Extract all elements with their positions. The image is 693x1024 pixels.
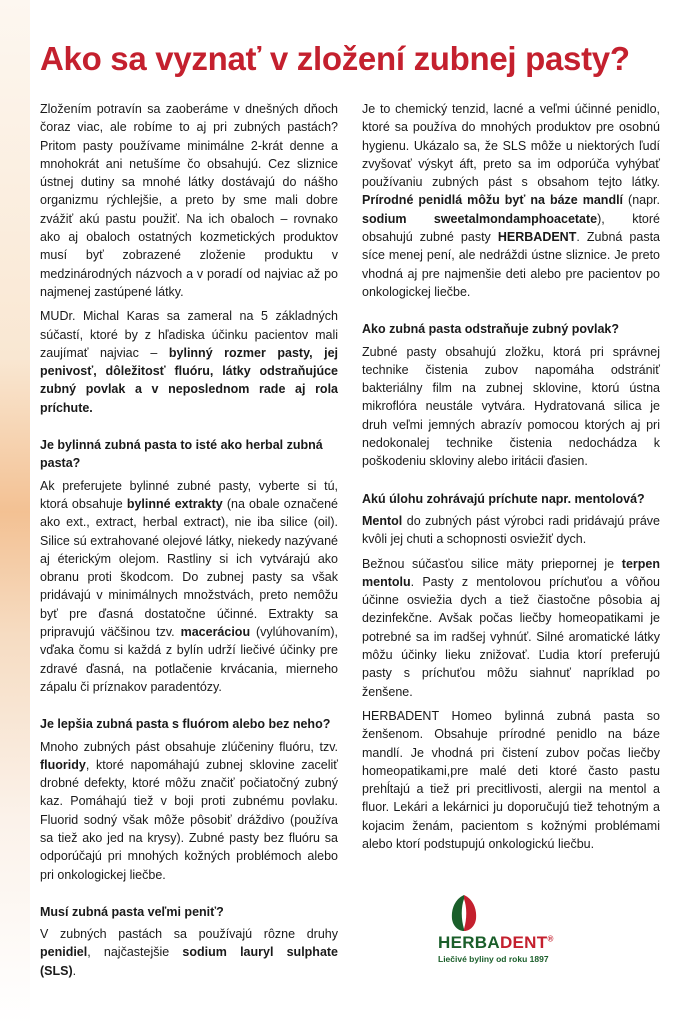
text-run: . Zubná pasta síce menej pení, ale nedráždi ústne sliznice. Je preto vhodná aj pre najmenšie deti alebo pre pacientov po onkologickej liečbe. <box>362 230 660 299</box>
bold-text-run: bylinné extrakty <box>126 496 223 511</box>
bold-text-run: fluoridy <box>40 757 86 772</box>
text-run: . Pasty z mentolovou príchuťou a vôňou účinne osviežia dych a tiež čiastočne pôsobia aj dezinfekčne. Avšak počas liečby homeopatikami je potrebné sa im radšej vyhnúť. Silné aromatické látky môžu účinky lieku znižovať. Ľudia ktorí preferujú pasty s príchuťou môžu siahnuť napríklad po ženšene. <box>362 574 660 699</box>
heading-fluor: Je lepšia zubná pasta s fluórom alebo bez neho? <box>40 717 331 732</box>
heading-foam: Musí zubná pasta veľmi peniť? <box>40 904 224 919</box>
sls-paragraph <box>362 100 660 301</box>
logo-tagline: Liečivé byliny od roku 1897 <box>438 954 549 964</box>
text-run: , najčastejšie <box>87 945 183 960</box>
text-run: (na obale označené ako ext., extract, herbal extract), nie iba silice (oil). Silice sú extrahované olejové látky, niekedy nazývané aj éterickým olejom. Rastliny si ich vytvárajú ako obranu proti škodcom. Do zubnej pasty sa však pridávajú v minimálnych množstvách, preto nemôžu byť pre ďasná dostatočne účinné. Extrakty sa pripravujú väčšinou tzv. <box>40 496 338 640</box>
bold-text-run: terpen mentolu <box>362 556 660 589</box>
terpen-paragraph <box>362 555 660 701</box>
text-run: ), ktoré obsahujú zubné pasty <box>362 211 660 245</box>
text-run: do zubných pást výrobci radi pridávajú práve kvôli jej chuti a schopnosti osviežiť dych. <box>362 513 660 547</box>
menthol-paragraph <box>362 512 660 549</box>
bold-text-run: Mentol <box>362 513 403 528</box>
heading-herbal: Je bylinná zubná pasta to isté ako herbal zubná pasta? <box>40 438 323 471</box>
intro-paragraph: Zložením potravín sa zaoberáme v dnešných dňoch čoraz viac, ale robíme to aj pri zubných pastách? Pritom pasty používame minimálne 2-krát denne a mnohokrát ani netušíme čo obsahujú. Cez sliznice ústnej dutiny sa mnohé látky dostávajú do nášho organizmu rýchlejšie, a preto by sme mali dobre zvážiť akú pastu použiť. Na ich obaloch – rovnako ako aj obaloch ostatných kozmetických produktov musí byť zobrazené zloženie produktu v medzinárodných názvoch a v poradí od najviac až po najmenej zastúpené látky. <box>40 102 338 299</box>
left-column <box>40 100 338 986</box>
foam-paragraph <box>40 925 338 980</box>
bold-text-run: sodium sweetalmondamphoacetate <box>362 211 598 226</box>
bold-text-run: penidiel <box>40 945 88 960</box>
bold-text-run: bylinný rozmer pasty, jej penivosť, dôležitosť fluóru, látky odstraňujúce zubný povlak a v neposlednom rade aj rola príchute. <box>40 345 338 415</box>
bold-text-run: sodium lauryl sulphate (SLS) <box>40 945 339 978</box>
registered-mark: ® <box>547 934 554 944</box>
page-title: Ako sa vyznať v zložení zubnej pasty? <box>40 40 630 77</box>
bold-text-run: Prírodné penidlá môžu byť na báze mandlí <box>362 193 624 208</box>
logo-herba: HERBA <box>438 933 500 952</box>
heading-flavor: Akú úlohu zohrávajú príchute napr. mentolová? <box>362 491 645 506</box>
plaque-paragraph: Zubné pasty obsahujú zložku, ktorá pri správnej technike čistenia zubov napomáha odstrániť bakteriálny film na zubnej sklovine, ktorú ústna mikroflóra neustále vytvára. Hydratovaná silica je druh veľmi jemných abrazív pomocou ktorých aj pri nedokonalej technike čistenia nedochádza k poškodeniu skloviny alebo iritácii ďasien. <box>362 344 660 469</box>
logo-wordmark <box>438 933 554 953</box>
bold-text-run: maceráciou <box>180 625 251 640</box>
text-run: , ktoré napomáhajú zubnej sklovine zaceliť drobné defekty, ktoré môžu značiť počiatočný zubný kaz. Pomáhajú tiež v boji proti zubnému povlaku. Fluorid sodný však môže pôsobiť dráždivo (používa sa tiež ako jed na krysy). Zubné pasty bez fluóru sa odporúčajú pri mnohých kožných problémoch alebo pri onkologickej liečbe. <box>40 757 338 882</box>
text-run: Ak preferujete bylinné zubné pasty, vyberte si tú, ktorá obsahuje <box>40 478 338 511</box>
text-run: (vylúhovaním), vďaka čomu si každá z bylín udrží liečivé účinky pre zdravé ďasná, na potlačenie krvácania, mierneho zápalu či príznakov paradentózy. <box>40 625 338 694</box>
text-run: V zubných pastách sa používajú rôzne druhy <box>40 927 338 942</box>
right-column <box>362 100 660 859</box>
text-run: Bežnou súčasťou silice mäty priepornej je <box>362 556 622 571</box>
text-run: (napr. <box>623 193 660 208</box>
fluor-paragraph <box>40 738 338 884</box>
text-run: MUDr. Michal Karas sa zameral na 5 základných súčastí, ktoré by z hľadiska účinku pacientov mali zaujímať najviac – <box>40 309 338 360</box>
text-run: . <box>72 963 77 978</box>
logo-dent: DENT <box>499 933 548 952</box>
text-run: Je to chemický tenzid, lacné a veľmi účinné penidlo, ktoré sa používa do mnohých produktov pre osobnú hygienu. Ukázalo sa, že SLS môže u niektorých ľudí zvyšovať výskyt áft, preto sa im odporúča vyhýbať používaniu zubných pást s obsahom tejto látky. <box>362 102 660 190</box>
karas-paragraph <box>40 307 338 417</box>
herbadent-logo <box>438 893 568 973</box>
herbadent-homeo-paragraph: HERBADENT Homeo bylinná zubná pasta so ženšenom. Obsahuje prírodné penidlo na báze mandlí. Je vhodná pri čistení zubov počas liečby homeopatikami,pre malé deti ktoré často pastu prehĺtajú a tiež pri precitlivosti, alergii na mentol a fluor. Lekári a lekárnici ju doporučujú tiež tehotným a kojacim ženám, pacientom s kožnými problémami alebo ktorí podstupujú onkologickú liečbu. <box>362 708 660 851</box>
bold-text-run: HERBADENT <box>497 230 577 245</box>
herbal-paragraph <box>40 477 338 697</box>
heading-plaque: Ako zubná pasta odstraňuje zubný povlak? <box>362 322 619 337</box>
tooth-leaf-icon <box>449 893 479 933</box>
text-run: Mnoho zubných pást obsahuje zlúčeniny fluóru, tzv. <box>40 739 338 754</box>
decorative-background-left <box>0 0 30 1024</box>
